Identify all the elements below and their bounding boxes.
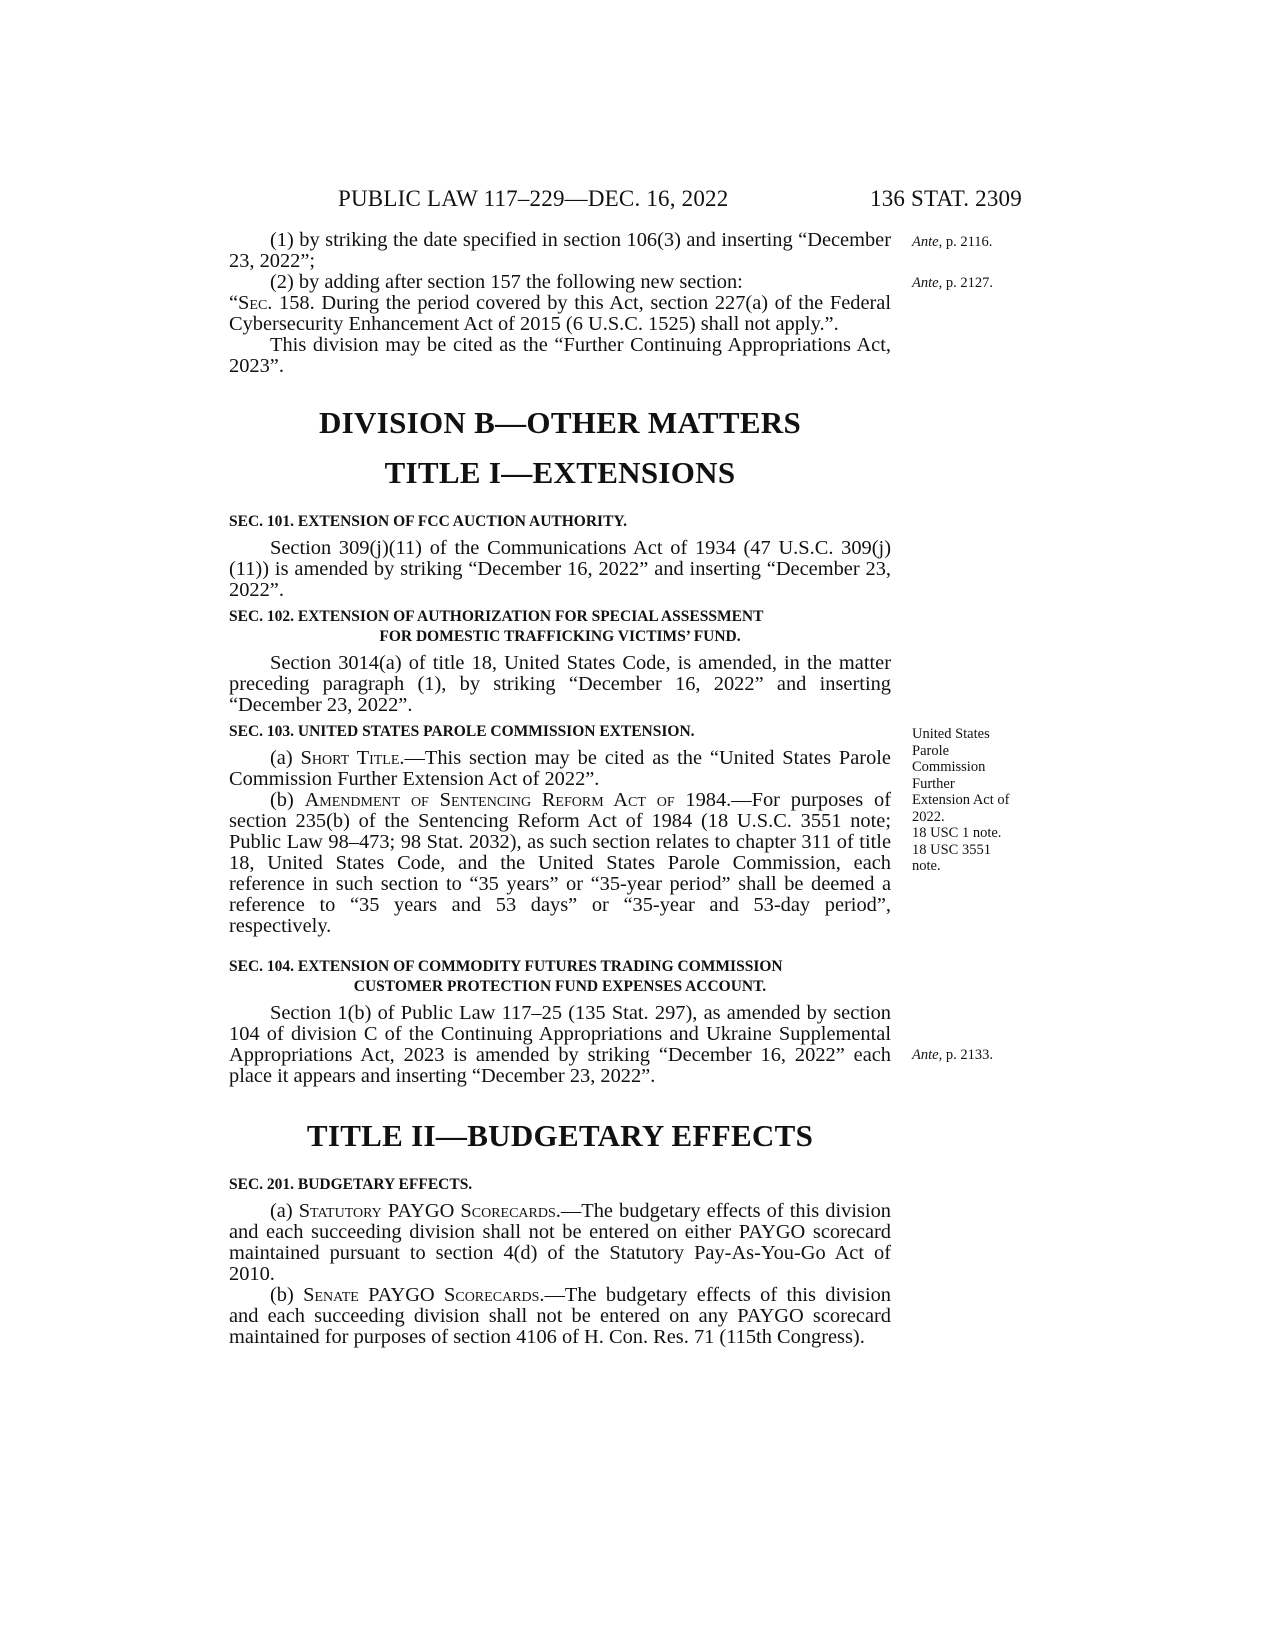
section-102-body: Section 3014(a) of title 18, United States Code, is amended, in the matter preceding paragraph (1), by striking “December 16, 2022” and inserting “December 23, 2022”. — [229, 652, 891, 716]
amendment-item-2: (2) by adding after section 157 the following new section: — [270, 271, 743, 293]
section-104-heading-line1: SEC. 104. EXTENSION OF COMMODITY FUTURES TRADING COMMISSION — [229, 958, 783, 975]
title-i-heading: TITLE I—EXTENSIONS — [384, 455, 736, 490]
section-104-heading-line2: CUSTOMER PROTECTION FUND EXPENSES ACCOUNT. — [353, 978, 767, 995]
page-stat-reference: 136 STAT. 2309 — [870, 186, 1022, 211]
new-section-158 — [229, 293, 891, 335]
section-201 — [229, 1175, 891, 1348]
division-b-heading: DIVISION B—OTHER MATTERS — [318, 405, 802, 440]
section-102 — [229, 607, 891, 716]
margin-note-ante-2133: Ante, p. 2133. — [912, 1047, 993, 1063]
section-104-heading — [229, 957, 891, 997]
section-101 — [229, 512, 891, 601]
section-104 — [229, 957, 891, 1087]
title-ii-heading: TITLE II—BUDGETARY EFFECTS — [306, 1118, 814, 1153]
margin-note-parole-commission: United States Parole Commission Further Extension Act of 2022. 18 USC 1 note. 18 USC 3551 note. — [912, 726, 1010, 874]
running-header-title: PUBLIC LAW 117–229—DEC. 16, 2022 — [338, 186, 729, 211]
amendment-item-1: (1) by striking the date specified in section 106(3) and inserting “December 23, 2022”; — [229, 229, 891, 272]
margin-note-ante-2116: Ante, p. 2116. — [912, 234, 993, 250]
section-103 — [229, 722, 891, 937]
section-104-body: Section 1(b) of Public Law 117–25 (135 Stat. 297), as amended by section 104 of division C of the Continuing Appropriations and Ukraine Supplemental Appropriations Act, 2023 is amended by striking “December 16, 2022” each place it appears and inserting “December 23, 2022”. — [229, 1002, 891, 1087]
top-amendment-block — [229, 230, 891, 377]
sec-158-text: . 158. During the period covered by this Act, section 227(a) of the Federal Cybersecurity Enhancement Act of 2015 (6 U.S.C. 1525) shall not apply.”. — [229, 292, 891, 335]
section-103-b: (b) Amendment of Sentencing Reform Act of 1984.—For purposes of section 235(b) of the Sentencing Reform Act of 1984 (18 U.S.C. 3551 note; Public Law 98–473; 98 Stat. 2032), as such section relates to chapter 311 of title 18, United States Code, and the United States Parole Commission, each reference in such section to “35 years” or “35-year period” shall be deemed a reference to “35 years and 53 days” or “35-year and 53-day period”, respectively. — [229, 789, 891, 937]
section-101-body: Section 309(j)(11) of the Communications Act of 1934 (47 U.S.C. 309(j)(11)) is amended by striking “December 16, 2022” and inserting “December 23, 2022”. — [229, 537, 891, 601]
section-102-heading-line1: SEC. 102. EXTENSION OF AUTHORIZATION FOR SPECIAL ASSESSMENT — [229, 608, 764, 625]
section-201-b: (b) Senate PAYGO Scorecards.—The budgetary effects of this division and each succeeding division shall not be entered on any PAYGO scorecard maintained for purposes of section 4106 of H. Con. Res. 71 (115th Congress). — [229, 1284, 891, 1348]
section-201-a: (a) Statutory PAYGO Scorecards.—The budgetary effects of this division and each succeeding division shall not be entered on either PAYGO scorecard maintained pursuant to section 4(d) of the Statutory Pay-As-You-Go Act of 2010. — [229, 1200, 891, 1285]
section-102-heading-line2: FOR DOMESTIC TRAFFICKING VICTIMS’ FUND. — [379, 628, 741, 645]
section-103-heading: SEC. 103. UNITED STATES PAROLE COMMISSION EXTENSION. — [229, 723, 695, 740]
division-citation: This division may be cited as the “Further Continuing Appropriations Act, 2023”. — [229, 334, 891, 377]
sec-label: “Sec — [229, 292, 268, 314]
section-201-heading: SEC. 201. BUDGETARY EFFECTS. — [229, 1176, 473, 1193]
margin-note-ante-2127: Ante, p. 2127. — [912, 275, 993, 291]
section-102-heading — [229, 607, 891, 647]
section-103-a: (a) Short Title.—This section may be cited as the “United States Parole Commission Further Extension Act of 2022”. — [229, 747, 891, 790]
section-101-heading: SEC. 101. EXTENSION OF FCC AUCTION AUTHORITY. — [229, 513, 628, 530]
